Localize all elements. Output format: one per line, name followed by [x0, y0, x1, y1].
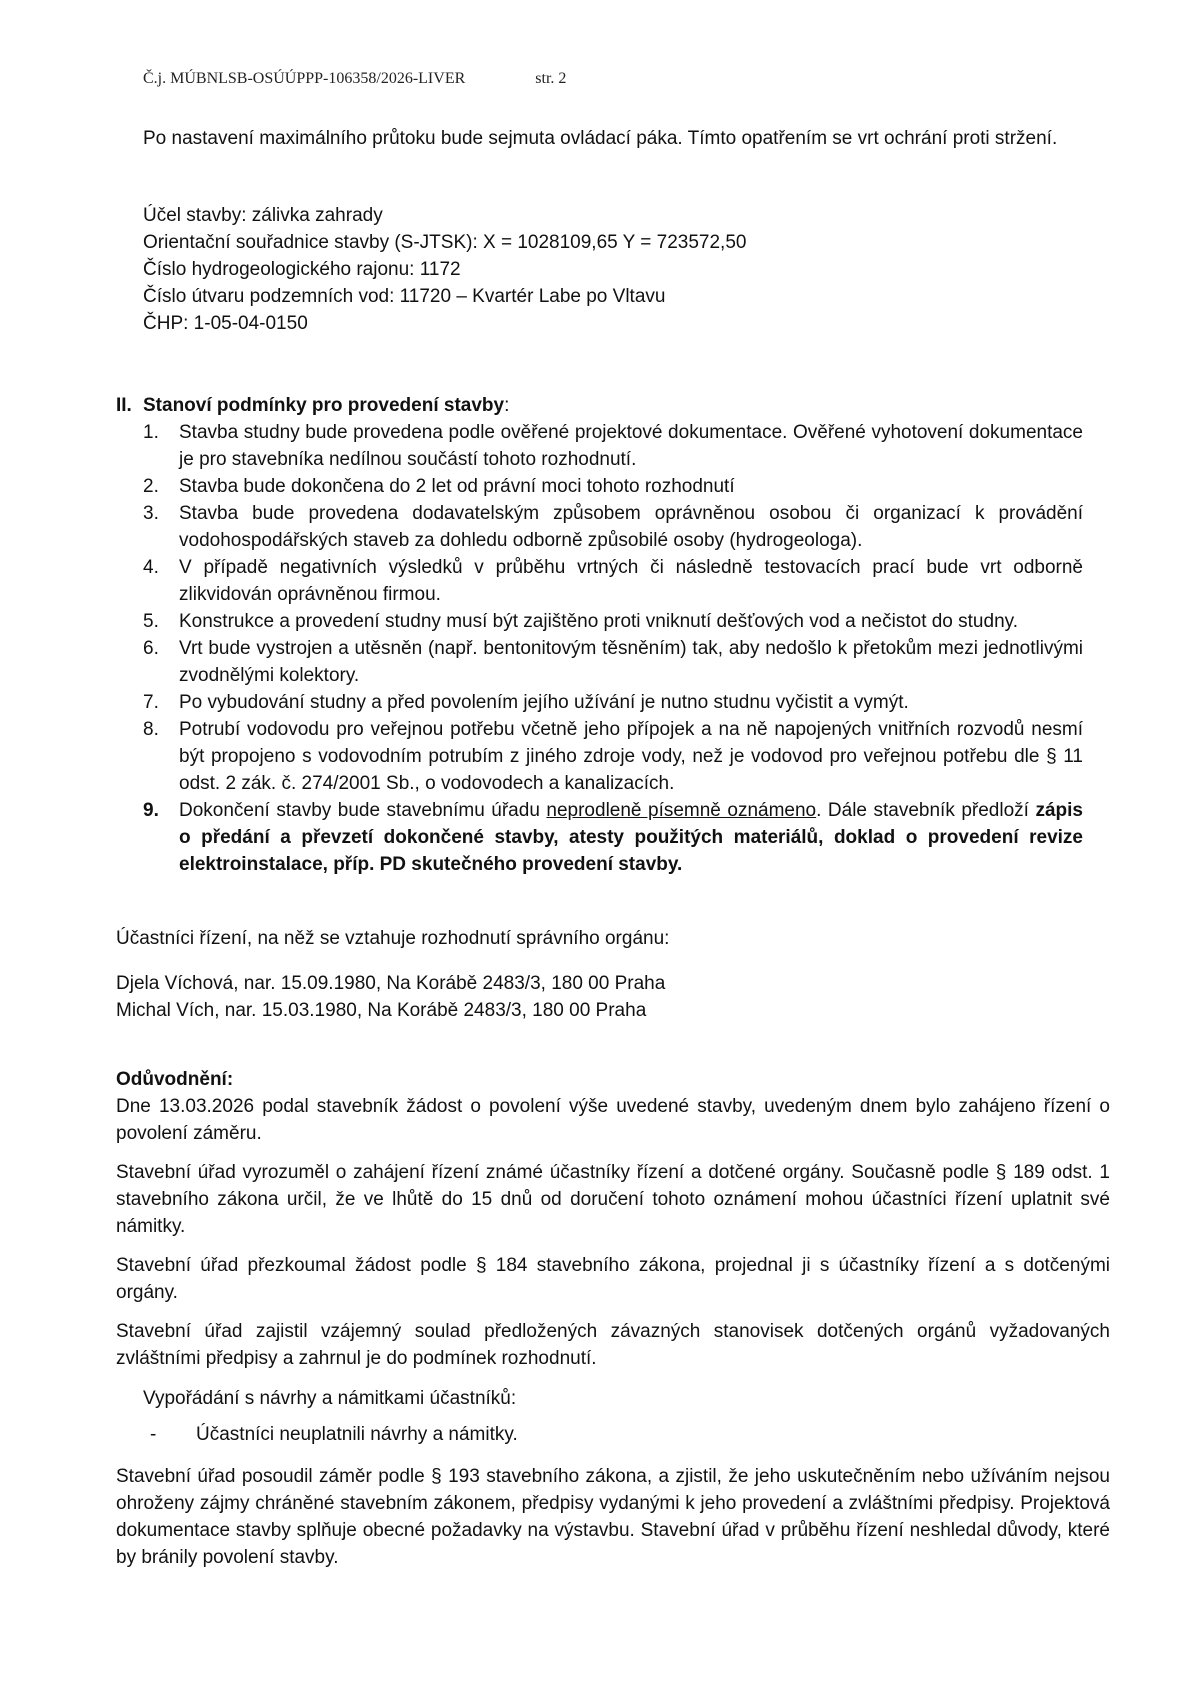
- condition-number: 4.: [143, 557, 159, 578]
- participant: Djela Víchová, nar. 15.09.1980, Na Korábě 2483/3, 180 00 Praha: [116, 973, 666, 994]
- condition-item: [143, 608, 1083, 635]
- reasoning-heading: Odůvodnění:: [116, 1069, 234, 1090]
- condition-text: Vrt bude vystrojen a utěsněn (např. bentonitovým těsněním) tak, aby nedošlo k přetokům mezi jednotlivými zvodnělými kolektory.: [179, 638, 1083, 686]
- info-line: Číslo hydrogeologického rajonu: 1172: [143, 259, 461, 280]
- construction-info: [143, 202, 1083, 337]
- info-line: Účel stavby: zálivka zahrady: [143, 205, 383, 226]
- condition-text: Stavba studny bude provedena podle ověřené projektové dokumentace. Ověřené vyhotovení dokumentace je pro stavebníka nedílnou součástí tohoto rozhodnutí.: [179, 422, 1083, 470]
- condition-text: . Dále stavebník předloží: [816, 800, 1036, 821]
- condition-number: 2.: [143, 476, 159, 497]
- bold-text: zápis o předání a převzetí dokončené stavby, atesty použitých materiálů, doklad o provedení revize elektroinstalace, příp. PD skutečného provedení stavby.: [179, 800, 1083, 875]
- page-header: [143, 70, 566, 88]
- info-line: Orientační souřadnice stavby (S-JTSK): X = 1028109,65 Y = 723572,50: [143, 232, 747, 253]
- condition-number: 5.: [143, 611, 159, 632]
- participant: Michal Vích, nar. 15.03.1980, Na Korábě 2483/3, 180 00 Praha: [116, 1000, 647, 1021]
- condition-item: [143, 500, 1083, 554]
- condition-item: [143, 716, 1083, 797]
- condition-number: 7.: [143, 692, 159, 713]
- condition-text: Potrubí vodovodu pro veřejnou potřebu včetně jeho přípojek a na ně napojených vnitřních rozvodů nesmí být propojeno s vodovodním potrubím z jiného zdroje vody, než je vodovod pro veřejnou potřebu dle § 11 odst. 2 zák. č. 274/2001 Sb., o vodovodech a kanalizacích.: [179, 719, 1083, 794]
- condition-item: [143, 689, 1083, 716]
- section-title-colon: :: [504, 395, 510, 416]
- underlined-text: neprodleně písemně oznámeno: [546, 800, 817, 821]
- page-number: str. 2: [535, 70, 567, 87]
- conditions-list: [143, 419, 1083, 878]
- condition-item: [143, 473, 1083, 500]
- condition-text: Stavba bude dokončena do 2 let od právní moci tohoto rozhodnutí: [179, 476, 735, 497]
- intro-paragraph: Po nastavení maximálního průtoku bude sejmuta ovládací páka. Tímto opatřením se vrt ochrání proti stržení.: [143, 128, 1058, 149]
- condition-number: 1.: [143, 422, 159, 443]
- condition-number: 8.: [143, 719, 159, 740]
- reference-number: Č.j. MÚBNLSB-OSÚÚPPP-106358/2026-LIVER: [143, 70, 466, 87]
- participants-list: [116, 970, 1110, 1024]
- condition-text: Po vybudování studny a před povolením jejího užívání je nutno studnu vyčistit a vymýt.: [179, 692, 909, 713]
- section-number: II.: [116, 395, 132, 416]
- dash-bullet: -: [150, 1424, 157, 1445]
- objections-heading: Vypořádání s návrhy a námitkami účastníků:: [143, 1388, 517, 1409]
- info-line: Číslo útvaru podzemních vod: 11720 – Kvartér Labe po Vltavu: [143, 286, 666, 307]
- section-title: Stanoví podmínky pro provedení stavby: [143, 395, 505, 416]
- condition-number: 3.: [143, 503, 159, 524]
- participants-heading-text: Účastníci řízení, na něž se vztahuje rozhodnutí správního orgánu:: [116, 928, 670, 949]
- condition-item: [143, 419, 1083, 473]
- condition-item: [143, 554, 1083, 608]
- section-2-heading: [116, 392, 509, 419]
- bullet-text: Účastníci neuplatnili návrhy a námitky.: [196, 1424, 518, 1445]
- reasoning-paragraph: Stavební úřad zajistil vzájemný soulad předložených závazných stanovisek dotčených orgánů vyžadovaných zvláštními předpisy a zahrnul je do podmínek rozhodnutí.: [116, 1321, 1110, 1369]
- condition-text: Dokončení stavby bude stavebnímu úřadu: [179, 800, 547, 821]
- condition-text: V případě negativních výsledků v průběhu vrtných či následně testovacích prací bude vrt odborně zlikvidován oprávněnou firmou.: [179, 557, 1083, 605]
- condition-number: 6.: [143, 638, 159, 659]
- bullet-item: [150, 1421, 518, 1448]
- info-line: ČHP: 1-05-04-0150: [143, 313, 308, 334]
- reasoning-paragraph: Stavební úřad přezkoumal žádost podle § 184 stavebního zákona, projednal ji s účastníky řízení a s dotčenými orgány.: [116, 1255, 1110, 1303]
- condition-text: Konstrukce a provedení studny musí být zajištěno proti vniknutí dešťových vod a nečistot do studny.: [179, 611, 1019, 632]
- condition-item: [143, 635, 1083, 689]
- condition-item-9: [143, 797, 1083, 878]
- reasoning-paragraph: Dne 13.03.2026 podal stavebník žádost o povolení výše uvedené stavby, uvedeným dnem bylo zahájeno řízení o povolení záměru.: [116, 1096, 1110, 1144]
- reasoning-paragraph: Stavební úřad posoudil záměr podle § 193 stavebního zákona, a zjistil, že jeho uskutečněním nebo užíváním nejsou ohroženy zájmy chráněné stavebním zákonem, předpisy vydanými k jeho provedení a zvláštními předpisy. Projektová dokumentace stavby splňuje obecné požadavky na výstavbu. Stavební úřad v průběhu řízení neshledal důvody, které by bránily povolení stavby.: [116, 1466, 1110, 1568]
- participants-heading: [116, 925, 1110, 952]
- reasoning-paragraph: Stavební úřad vyrozuměl o zahájení řízení známé účastníky řízení a dotčené orgány. Současně podle § 189 odst. 1 stavebního zákona určil, že ve lhůtě do 15 dnů od doručení tohoto oznámení mohou účastníci řízení uplatnit své námitky.: [116, 1162, 1110, 1237]
- condition-text: Stavba bude provedena dodavatelským způsobem oprávněnou osobou či organizací k provádění vodohospodářských staveb za dohledu odborně způsobilé osoby (hydrogeologa).: [179, 503, 1083, 551]
- condition-number: 9.: [143, 800, 159, 821]
